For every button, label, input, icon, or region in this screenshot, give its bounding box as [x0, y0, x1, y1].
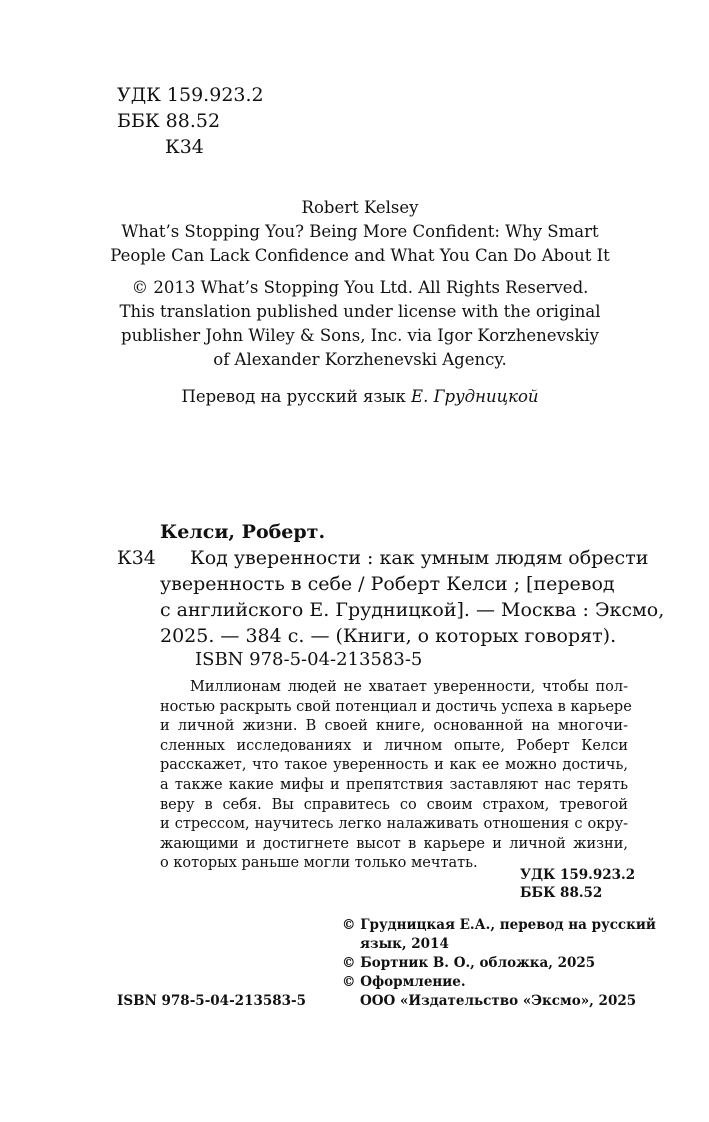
- rights-translation-cont: язык, 2014: [360, 936, 449, 952]
- translator-name: Е. Грудницкой: [411, 387, 539, 406]
- annotation-line: расскажет, что такое уверенность и как ее можно достичь,: [160, 757, 628, 774]
- bibliographic-record: [160, 545, 665, 649]
- annotation-line: сленных исследованиях и личном опыте, Роберт Келси: [160, 737, 628, 754]
- record-line: уверенность в себе / Роберт Келси ; [перевод: [160, 573, 615, 595]
- original-author: Robert Kelsey: [301, 198, 419, 217]
- annotation-line: о которых раньше могли только мечтать.: [160, 855, 478, 872]
- rights-translation: © Грудницкая Е.А., перевод на русский: [342, 917, 656, 933]
- record-code: К34: [117, 547, 156, 569]
- original-title-line: People Can Lack Confidence and What You Can Do About It: [110, 246, 610, 265]
- rights-design-cont: ООО «Издательство «Эксмо», 2025: [360, 993, 637, 1009]
- annotation-line: ностью раскрыть свой потенциал и достичь успеха в карьере: [160, 698, 632, 715]
- record-line: Код уверенности : как умным людям обрести: [190, 547, 649, 569]
- annotation-line: и стрессом, научитесь легко налаживать отношения с окру-: [160, 816, 628, 833]
- annotation-line: веру в себя. Вы справитесь со своим страхом, тревогой: [160, 796, 628, 813]
- author-heading: Келси, Роберт.: [160, 521, 326, 543]
- annotation-line: и личной жизни. В своей книге, основанной на многочи-: [160, 718, 628, 735]
- copyright-line: This translation published under license with the original: [119, 302, 601, 321]
- rights-design: © Оформление.: [342, 974, 466, 990]
- bbk-code-right: ББК 88.52: [520, 885, 603, 901]
- udk-code-right: УДК 159.923.2: [520, 867, 636, 883]
- record-line: 2025. — 384 с. — (Книги, о которых говорят).: [160, 625, 617, 647]
- rights-cover: © Бортник В. О., обложка, 2025: [342, 955, 596, 971]
- annotation-line: а также какие мифы и препятствия заставляют нас терять: [160, 776, 628, 793]
- isbn-bottom: ISBN 978-5-04-213583-5: [117, 993, 307, 1009]
- copyright-line: of Alexander Korzhenevski Agency.: [213, 350, 507, 369]
- record-line: с английского Е. Грудницкой]. — Москва : Эксмо,: [160, 599, 665, 621]
- original-edition: [100, 196, 620, 268]
- author-sign: К34: [165, 136, 204, 158]
- isbn-main: ISBN 978-5-04-213583-5: [195, 649, 423, 670]
- bbk-code: ББК 88.52: [117, 110, 221, 132]
- original-title-line: What’s Stopping You? Being More Confident: Why Smart: [121, 222, 599, 241]
- translation-label: Перевод на русский язык: [181, 387, 412, 406]
- annotation: [160, 678, 632, 874]
- classification-codes-right: [520, 866, 636, 902]
- rights-block: [342, 916, 656, 1011]
- annotation-line: Миллионам людей не хватает уверенности, чтобы пол-: [190, 679, 628, 695]
- copyright-notice: [100, 276, 620, 372]
- udk-code: УДК 159.923.2: [117, 84, 264, 106]
- copyright-line: © 2013 What’s Stopping You Ltd. All Rights Reserved.: [131, 278, 589, 297]
- annotation-line: жающими и достигнете высот в карьере и личной жизни,: [160, 835, 628, 852]
- copyright-line: publisher John Wiley & Sons, Inc. via Igor Korzhenevskiy: [121, 326, 599, 345]
- translation-credit: [100, 385, 620, 409]
- classification-codes: [117, 82, 264, 160]
